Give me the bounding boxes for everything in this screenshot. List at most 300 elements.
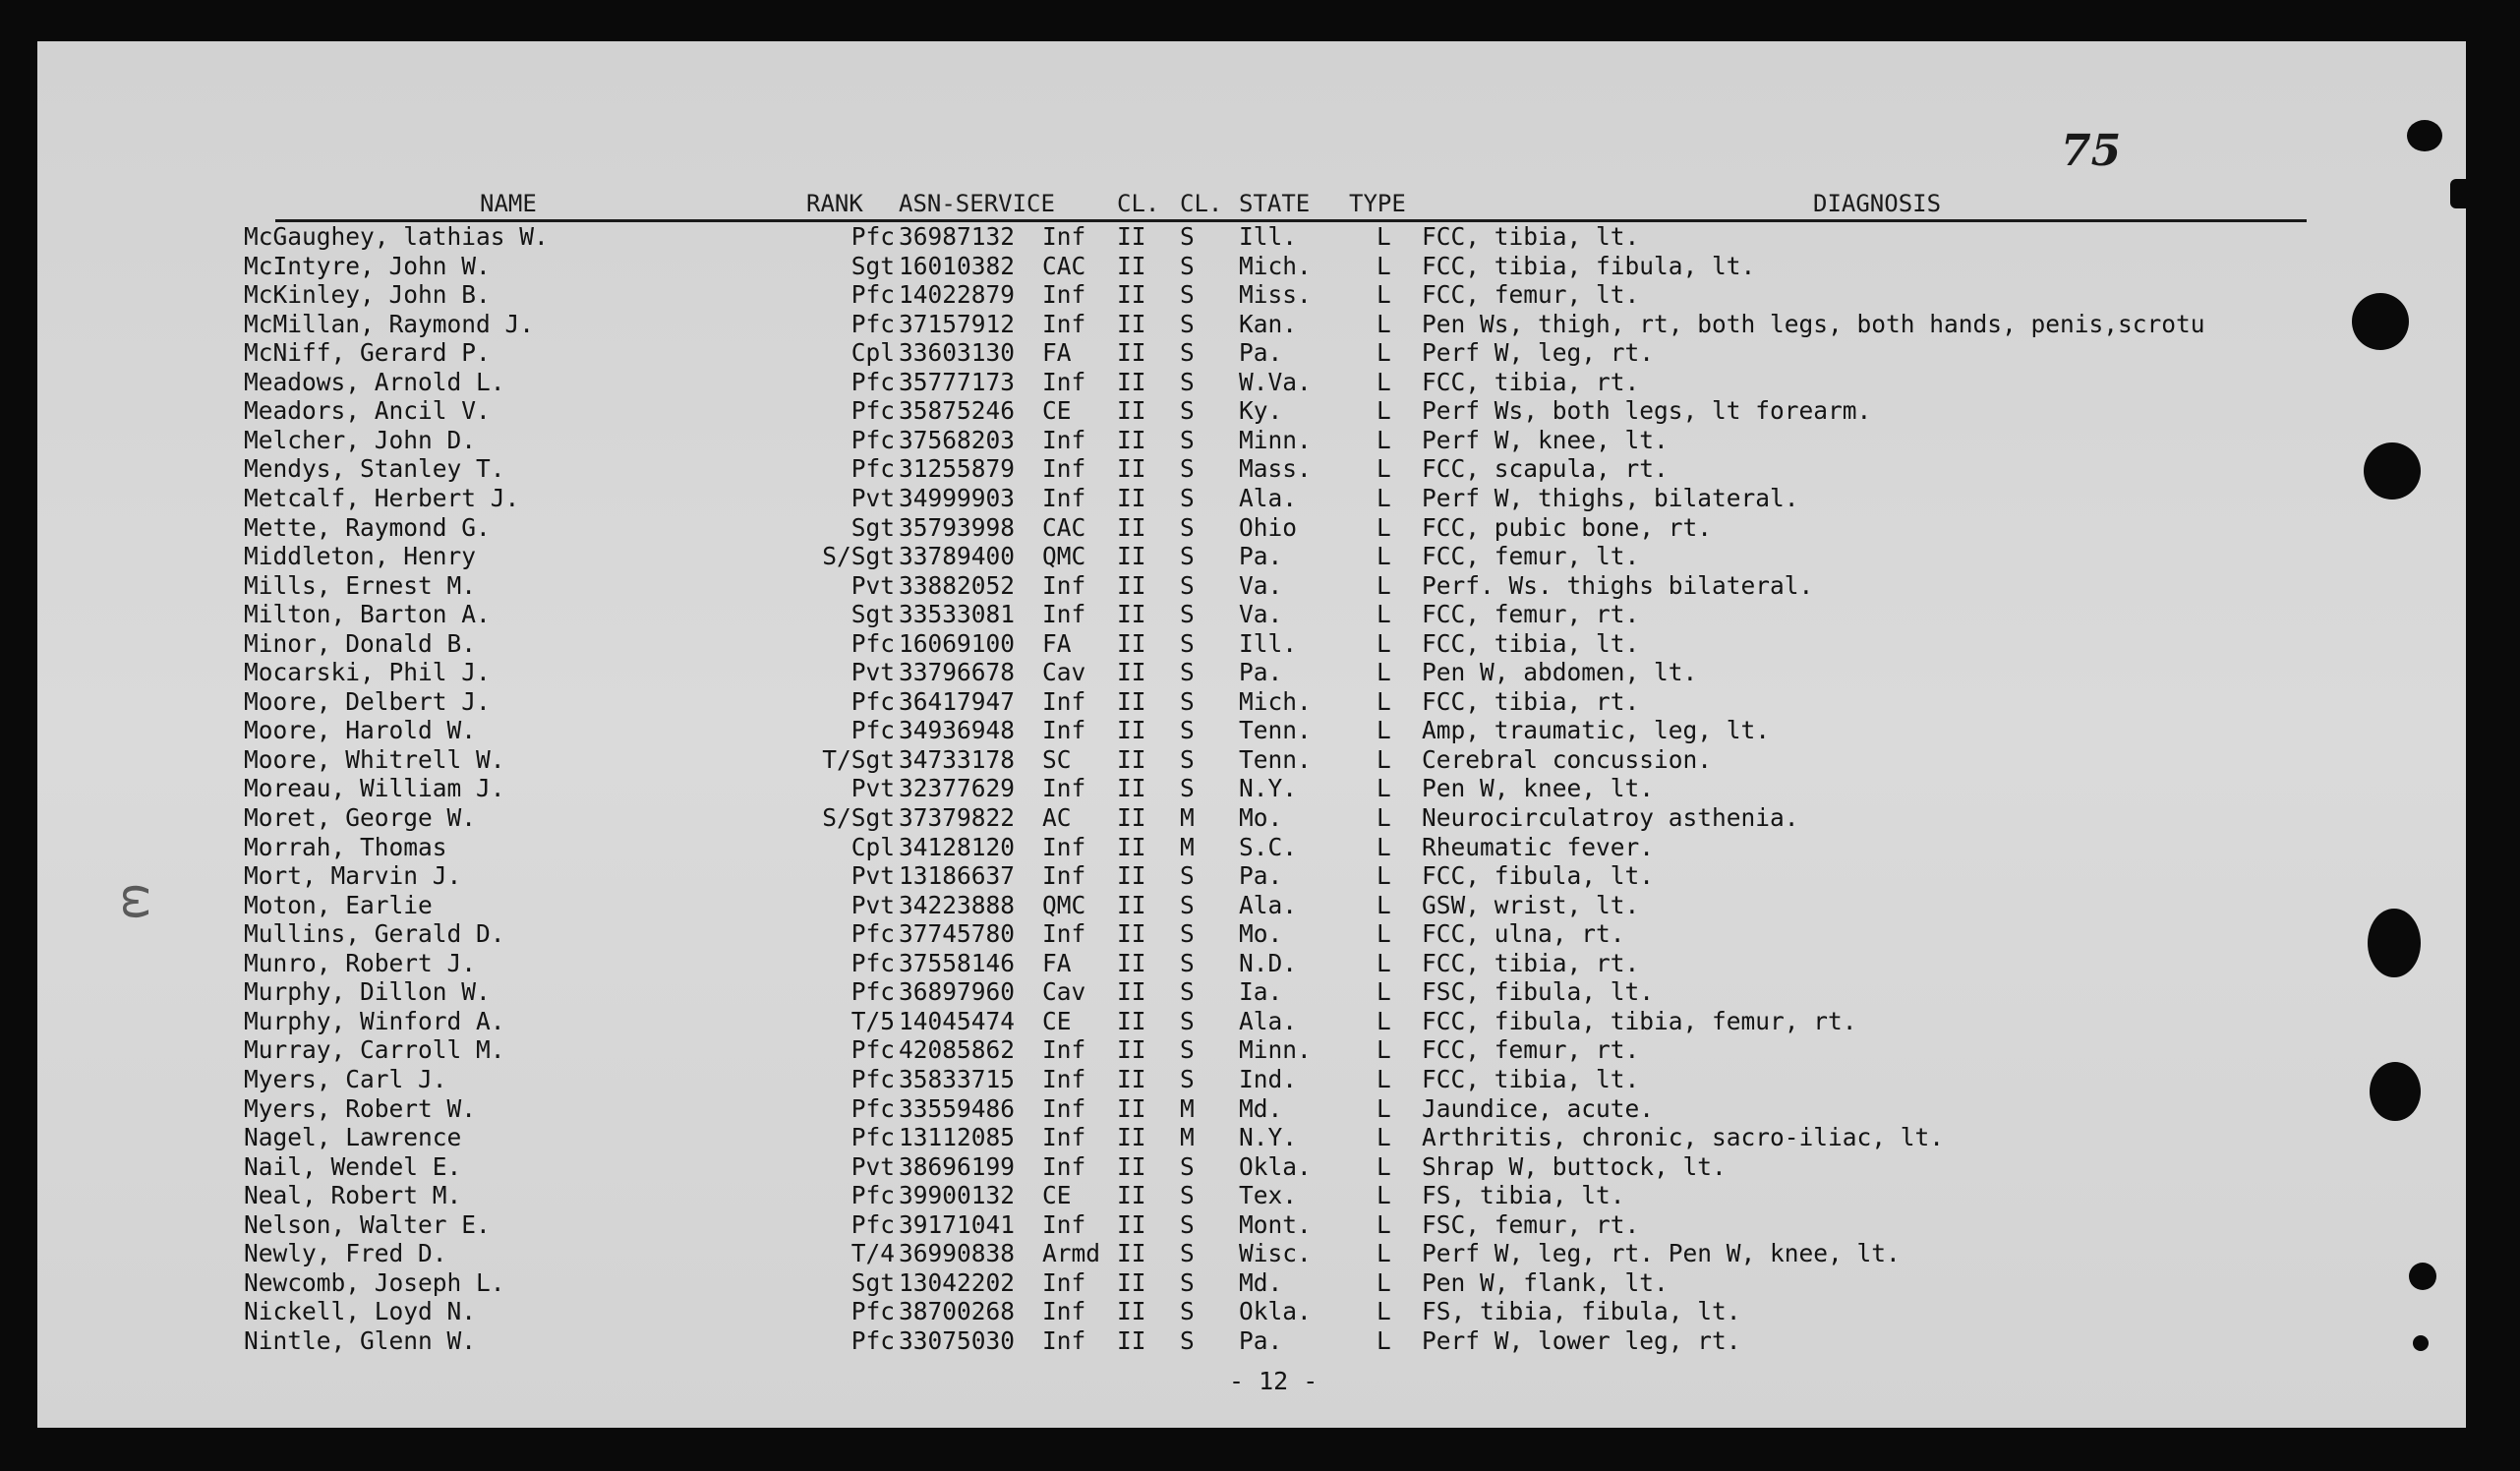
- class1-cell: II: [1117, 977, 1146, 1007]
- state-cell: Ill.: [1239, 222, 1298, 251]
- class2-cell: S: [1180, 1151, 1195, 1181]
- margin-mark: ω: [112, 882, 166, 921]
- asn-cell: 14045474: [899, 1006, 1016, 1035]
- diagnosis-cell: FCC, fibula, lt.: [1422, 861, 1655, 891]
- diagnosis-cell: FCC, scapula, rt.: [1422, 454, 1669, 484]
- table-row: [37, 600, 2466, 629]
- service-cell: CAC: [1042, 251, 1086, 280]
- rank-cell: Pfc: [850, 628, 895, 658]
- name-cell: Moore, Whitrell W.: [244, 744, 505, 774]
- name-cell: Moore, Harold W.: [244, 716, 477, 745]
- diagnosis-cell: FCC, tibia, fibula, lt.: [1422, 251, 1756, 280]
- type-cell: L: [1377, 396, 1391, 426]
- binder-hole: [2407, 120, 2442, 151]
- class2-cell: S: [1180, 948, 1195, 977]
- service-cell: Inf: [1042, 1035, 1086, 1065]
- rank-cell: Cpl: [850, 338, 895, 368]
- name-cell: Mills, Ernest M.: [244, 570, 477, 600]
- class2-cell: S: [1180, 1209, 1195, 1239]
- service-cell: Inf: [1042, 1093, 1086, 1123]
- class1-cell: II: [1117, 425, 1146, 454]
- asn-cell: 34128120: [899, 832, 1016, 861]
- name-cell: Mocarski, Phil J.: [244, 658, 491, 687]
- class1-cell: II: [1117, 628, 1146, 658]
- state-cell: Minn.: [1239, 1035, 1312, 1065]
- class1-cell: II: [1117, 367, 1146, 396]
- state-cell: Md.: [1239, 1093, 1283, 1123]
- state-cell: Ia.: [1239, 977, 1283, 1007]
- name-cell: Neal, Robert M.: [244, 1181, 462, 1210]
- binder-tab: [2450, 179, 2480, 208]
- service-cell: Inf: [1042, 919, 1086, 949]
- type-cell: L: [1377, 1325, 1391, 1355]
- service-cell: Inf: [1042, 1123, 1086, 1152]
- diagnosis-cell: Cerebral concussion.: [1422, 744, 1713, 774]
- service-cell: FA: [1042, 628, 1072, 658]
- service-cell: Inf: [1042, 1209, 1086, 1239]
- service-cell: Inf: [1042, 367, 1086, 396]
- type-cell: L: [1377, 861, 1391, 891]
- table-row: [37, 1210, 2466, 1240]
- state-cell: Pa.: [1239, 861, 1283, 891]
- state-cell: Md.: [1239, 1267, 1283, 1297]
- class1-cell: II: [1117, 1239, 1146, 1268]
- name-cell: Nagel, Lawrence: [244, 1123, 462, 1152]
- service-cell: Inf: [1042, 309, 1086, 338]
- table-row: [37, 629, 2466, 659]
- class2-cell: S: [1180, 1325, 1195, 1355]
- header-name: NAME: [480, 190, 537, 217]
- class2-cell: S: [1180, 1181, 1195, 1210]
- rank-cell: Pvt: [850, 890, 895, 919]
- diagnosis-cell: Perf Ws, both legs, lt forearm.: [1422, 396, 1872, 426]
- service-cell: Inf: [1042, 425, 1086, 454]
- table-row: [37, 1268, 2466, 1298]
- class2-cell: S: [1180, 686, 1195, 716]
- table-row: [37, 252, 2466, 281]
- type-cell: L: [1377, 570, 1391, 600]
- binder-hole: [2370, 1062, 2421, 1121]
- table-row: [37, 774, 2466, 803]
- class2-cell: S: [1180, 542, 1195, 571]
- name-cell: Murray, Carroll M.: [244, 1035, 505, 1065]
- rank-cell: Pfc: [850, 454, 895, 484]
- class1-cell: II: [1117, 948, 1146, 977]
- class1-cell: II: [1117, 1064, 1146, 1093]
- type-cell: L: [1377, 803, 1391, 832]
- class2-cell: S: [1180, 483, 1195, 512]
- class1-cell: II: [1117, 774, 1146, 803]
- asn-cell: 42085862: [899, 1035, 1016, 1065]
- class1-cell: II: [1117, 744, 1146, 774]
- class1-cell: II: [1117, 658, 1146, 687]
- state-cell: Ill.: [1239, 628, 1298, 658]
- diagnosis-cell: Perf W, leg, rt. Pen W, knee, lt.: [1422, 1239, 1901, 1268]
- type-cell: L: [1377, 1123, 1391, 1152]
- diagnosis-cell: Pen Ws, thigh, rt, both legs, both hands, penis,scrotu: [1422, 309, 2205, 338]
- diagnosis-cell: FCC, femur, lt.: [1422, 280, 1640, 310]
- rank-cell: Pvt: [850, 570, 895, 600]
- table-row: [37, 1065, 2466, 1094]
- rank-cell: Pfc: [850, 716, 895, 745]
- rank-cell: Pfc: [850, 1123, 895, 1152]
- service-cell: Inf: [1042, 716, 1086, 745]
- state-cell: Mich.: [1239, 251, 1312, 280]
- binder-hole: [2409, 1263, 2436, 1290]
- type-cell: L: [1377, 1239, 1391, 1268]
- type-cell: L: [1377, 483, 1391, 512]
- class2-cell: S: [1180, 1297, 1195, 1326]
- asn-cell: 37558146: [899, 948, 1016, 977]
- name-cell: Minor, Donald B.: [244, 628, 477, 658]
- asn-cell: 33075030: [899, 1325, 1016, 1355]
- diagnosis-cell: Perf W, leg, rt.: [1422, 338, 1655, 368]
- asn-cell: 34936948: [899, 716, 1016, 745]
- table-row: [37, 1326, 2466, 1356]
- rank-cell: Sgt: [850, 1267, 895, 1297]
- class2-cell: S: [1180, 1239, 1195, 1268]
- rank-cell: Pfc: [850, 309, 895, 338]
- binder-hole: [2413, 1335, 2429, 1351]
- asn-cell: 35875246: [899, 396, 1016, 426]
- asn-cell: 36897960: [899, 977, 1016, 1007]
- name-cell: Melcher, John D.: [244, 425, 477, 454]
- type-cell: L: [1377, 542, 1391, 571]
- type-cell: L: [1377, 686, 1391, 716]
- name-cell: Myers, Robert W.: [244, 1093, 477, 1123]
- class1-cell: II: [1117, 280, 1146, 310]
- table-row: [37, 1181, 2466, 1210]
- service-cell: Inf: [1042, 483, 1086, 512]
- state-cell: Ohio: [1239, 512, 1298, 542]
- state-cell: Va.: [1239, 600, 1283, 629]
- diagnosis-cell: FCC, pubic bone, rt.: [1422, 512, 1713, 542]
- name-cell: Moore, Delbert J.: [244, 686, 491, 716]
- state-cell: Mich.: [1239, 686, 1312, 716]
- service-cell: Inf: [1042, 861, 1086, 891]
- type-cell: L: [1377, 948, 1391, 977]
- class1-cell: II: [1117, 512, 1146, 542]
- diagnosis-cell: FCC, tibia, rt.: [1422, 686, 1640, 716]
- class1-cell: II: [1117, 1093, 1146, 1123]
- class2-cell: S: [1180, 1006, 1195, 1035]
- class2-cell: S: [1180, 512, 1195, 542]
- rank-cell: Pvt: [850, 1151, 895, 1181]
- rank-cell: Pfc: [850, 1325, 895, 1355]
- state-cell: N.Y.: [1239, 774, 1298, 803]
- type-cell: L: [1377, 1209, 1391, 1239]
- header-cl1: CL.: [1117, 190, 1160, 217]
- diagnosis-cell: Amp, traumatic, leg, lt.: [1422, 716, 1771, 745]
- class2-cell: S: [1180, 396, 1195, 426]
- diagnosis-cell: FSC, fibula, lt.: [1422, 977, 1655, 1007]
- state-cell: Pa.: [1239, 1325, 1283, 1355]
- class1-cell: II: [1117, 1035, 1146, 1065]
- table-row: [37, 833, 2466, 862]
- state-cell: Ala.: [1239, 890, 1298, 919]
- class1-cell: II: [1117, 251, 1146, 280]
- page-number: 75: [2061, 126, 2122, 176]
- rank-cell: T/5: [850, 1006, 895, 1035]
- service-cell: Inf: [1042, 1151, 1086, 1181]
- asn-cell: 39171041: [899, 1209, 1016, 1239]
- rank-cell: Pvt: [850, 774, 895, 803]
- rank-cell: Sgt: [850, 600, 895, 629]
- diagnosis-cell: FCC, femur, rt.: [1422, 1035, 1640, 1065]
- class1-cell: II: [1117, 309, 1146, 338]
- name-cell: Moton, Earlie: [244, 890, 433, 919]
- service-cell: Inf: [1042, 280, 1086, 310]
- service-cell: QMC: [1042, 890, 1086, 919]
- diagnosis-cell: FCC, tibia, lt.: [1422, 222, 1640, 251]
- diagnosis-cell: Perf W, thighs, bilateral.: [1422, 483, 1799, 512]
- binder-hole: [2364, 442, 2421, 500]
- name-cell: Meadors, Ancil V.: [244, 396, 491, 426]
- name-cell: Morrah, Thomas: [244, 832, 447, 861]
- asn-cell: 37379822: [899, 803, 1016, 832]
- class1-cell: II: [1117, 1123, 1146, 1152]
- diagnosis-cell: Neurocirculatroy asthenia.: [1422, 803, 1799, 832]
- diagnosis-cell: Arthritis, chronic, sacro-iliac, lt.: [1422, 1123, 1945, 1152]
- diagnosis-cell: FS, tibia, fibula, lt.: [1422, 1297, 1741, 1326]
- state-cell: Tex.: [1239, 1181, 1298, 1210]
- name-cell: Middleton, Henry: [244, 542, 477, 571]
- type-cell: L: [1377, 716, 1391, 745]
- state-cell: Wisc.: [1239, 1239, 1312, 1268]
- type-cell: L: [1377, 1093, 1391, 1123]
- state-cell: N.Y.: [1239, 1123, 1298, 1152]
- class2-cell: S: [1180, 280, 1195, 310]
- table-row: [37, 977, 2466, 1007]
- asn-cell: 35793998: [899, 512, 1016, 542]
- name-cell: McKinley, John B.: [244, 280, 491, 310]
- class1-cell: II: [1117, 454, 1146, 484]
- table-row: [37, 919, 2466, 949]
- class1-cell: II: [1117, 1325, 1146, 1355]
- binder-hole: [2368, 909, 2421, 977]
- type-cell: L: [1377, 832, 1391, 861]
- rank-cell: Pvt: [850, 483, 895, 512]
- rank-cell: Pfc: [850, 1035, 895, 1065]
- asn-cell: 38696199: [899, 1151, 1016, 1181]
- rank-cell: S/Sgt: [822, 803, 895, 832]
- service-cell: Inf: [1042, 222, 1086, 251]
- diagnosis-cell: FCC, fibula, tibia, femur, rt.: [1422, 1006, 1857, 1035]
- service-cell: Inf: [1042, 1297, 1086, 1326]
- rank-cell: Cpl: [850, 832, 895, 861]
- class2-cell: S: [1180, 1064, 1195, 1093]
- asn-cell: 36987132: [899, 222, 1016, 251]
- name-cell: McGaughey, lathias W.: [244, 222, 549, 251]
- name-cell: Nintle, Glenn W.: [244, 1325, 477, 1355]
- name-cell: McMillan, Raymond J.: [244, 309, 535, 338]
- name-cell: Murphy, Dillon W.: [244, 977, 491, 1007]
- service-cell: Inf: [1042, 570, 1086, 600]
- service-cell: Armd: [1042, 1239, 1101, 1268]
- table-row: [37, 571, 2466, 601]
- rank-cell: T/Sgt: [822, 744, 895, 774]
- table-row: [37, 484, 2466, 513]
- service-cell: Inf: [1042, 1064, 1086, 1093]
- service-cell: Inf: [1042, 1325, 1086, 1355]
- name-cell: McNiff, Gerard P.: [244, 338, 491, 368]
- name-cell: Myers, Carl J.: [244, 1064, 447, 1093]
- class2-cell: S: [1180, 600, 1195, 629]
- header-type: TYPE: [1349, 190, 1406, 217]
- table-row: [37, 1297, 2466, 1326]
- name-cell: Nail, Wendel E.: [244, 1151, 462, 1181]
- type-cell: L: [1377, 628, 1391, 658]
- rank-cell: Pfc: [850, 425, 895, 454]
- service-cell: FA: [1042, 948, 1072, 977]
- diagnosis-cell: FCC, tibia, rt.: [1422, 367, 1640, 396]
- type-cell: L: [1377, 1035, 1391, 1065]
- type-cell: L: [1377, 309, 1391, 338]
- diagnosis-cell: Jaundice, acute.: [1422, 1093, 1655, 1123]
- asn-cell: 33559486: [899, 1093, 1016, 1123]
- diagnosis-cell: Pen W, flank, lt.: [1422, 1267, 1669, 1297]
- document-page: [37, 41, 2466, 1428]
- state-cell: Minn.: [1239, 425, 1312, 454]
- type-cell: L: [1377, 425, 1391, 454]
- table-row: [37, 396, 2466, 426]
- asn-cell: 32377629: [899, 774, 1016, 803]
- service-cell: Inf: [1042, 686, 1086, 716]
- class2-cell: S: [1180, 628, 1195, 658]
- asn-cell: 13112085: [899, 1123, 1016, 1152]
- class1-cell: II: [1117, 686, 1146, 716]
- class2-cell: S: [1180, 338, 1195, 368]
- service-cell: Inf: [1042, 774, 1086, 803]
- service-cell: SC: [1042, 744, 1072, 774]
- state-cell: Pa.: [1239, 658, 1283, 687]
- state-cell: Ala.: [1239, 483, 1298, 512]
- table-row: [37, 803, 2466, 833]
- diagnosis-cell: Shrap W, buttock, lt.: [1422, 1151, 1727, 1181]
- state-cell: Tenn.: [1239, 744, 1312, 774]
- diagnosis-cell: Perf W, knee, lt.: [1422, 425, 1669, 454]
- diagnosis-cell: FCC, tibia, rt.: [1422, 948, 1640, 977]
- class1-cell: II: [1117, 483, 1146, 512]
- class2-cell: S: [1180, 309, 1195, 338]
- name-cell: Moret, George W.: [244, 803, 477, 832]
- rank-cell: Pfc: [850, 1297, 895, 1326]
- class2-cell: S: [1180, 570, 1195, 600]
- table-row: [37, 1239, 2466, 1268]
- state-cell: Okla.: [1239, 1297, 1312, 1326]
- rank-cell: S/Sgt: [822, 542, 895, 571]
- type-cell: L: [1377, 222, 1391, 251]
- class1-cell: II: [1117, 861, 1146, 891]
- table-row: [37, 1035, 2466, 1065]
- table-row: [37, 658, 2466, 687]
- asn-cell: 33796678: [899, 658, 1016, 687]
- service-cell: QMC: [1042, 542, 1086, 571]
- table-row: [37, 861, 2466, 891]
- type-cell: L: [1377, 367, 1391, 396]
- diagnosis-cell: Pen W, abdomen, lt.: [1422, 658, 1698, 687]
- table-row: [37, 368, 2466, 397]
- table-row: [37, 280, 2466, 310]
- asn-cell: 36990838: [899, 1239, 1016, 1268]
- rank-cell: Pvt: [850, 658, 895, 687]
- asn-cell: 35777173: [899, 367, 1016, 396]
- type-cell: L: [1377, 774, 1391, 803]
- asn-cell: 34733178: [899, 744, 1016, 774]
- class1-cell: II: [1117, 570, 1146, 600]
- diagnosis-cell: FCC, femur, rt.: [1422, 600, 1640, 629]
- type-cell: L: [1377, 658, 1391, 687]
- rank-cell: Pfc: [850, 222, 895, 251]
- diagnosis-cell: FCC, femur, lt.: [1422, 542, 1640, 571]
- diagnosis-cell: FCC, tibia, lt.: [1422, 628, 1640, 658]
- rank-cell: Pfc: [850, 280, 895, 310]
- class2-cell: S: [1180, 890, 1195, 919]
- table-row: [37, 454, 2466, 484]
- name-cell: Metcalf, Herbert J.: [244, 483, 520, 512]
- state-cell: Tenn.: [1239, 716, 1312, 745]
- type-cell: L: [1377, 1006, 1391, 1035]
- asn-cell: 13042202: [899, 1267, 1016, 1297]
- name-cell: Mullins, Gerald D.: [244, 919, 505, 949]
- state-cell: Ind.: [1239, 1064, 1298, 1093]
- type-cell: L: [1377, 1151, 1391, 1181]
- name-cell: Mette, Raymond G.: [244, 512, 491, 542]
- class1-cell: II: [1117, 1181, 1146, 1210]
- service-cell: Cav: [1042, 977, 1086, 1007]
- class1-cell: II: [1117, 890, 1146, 919]
- name-cell: Meadows, Arnold L.: [244, 367, 505, 396]
- class1-cell: II: [1117, 600, 1146, 629]
- table-row: [37, 1007, 2466, 1036]
- type-cell: L: [1377, 1181, 1391, 1210]
- class2-cell: M: [1180, 1123, 1195, 1152]
- header-state: STATE: [1239, 190, 1311, 217]
- class2-cell: S: [1180, 658, 1195, 687]
- type-cell: L: [1377, 890, 1391, 919]
- type-cell: L: [1377, 280, 1391, 310]
- diagnosis-cell: Perf W, lower leg, rt.: [1422, 1325, 1741, 1355]
- diagnosis-cell: GSW, wrist, lt.: [1422, 890, 1640, 919]
- table-row: [37, 891, 2466, 920]
- type-cell: L: [1377, 338, 1391, 368]
- rank-cell: Pfc: [850, 367, 895, 396]
- class1-cell: II: [1117, 1006, 1146, 1035]
- state-cell: Ky.: [1239, 396, 1283, 426]
- asn-cell: 14022879: [899, 280, 1016, 310]
- rank-cell: Pfc: [850, 1064, 895, 1093]
- class1-cell: II: [1117, 716, 1146, 745]
- type-cell: L: [1377, 919, 1391, 949]
- rank-cell: Sgt: [850, 512, 895, 542]
- table-row: [37, 338, 2466, 368]
- asn-cell: 16069100: [899, 628, 1016, 658]
- service-cell: Inf: [1042, 454, 1086, 484]
- class2-cell: S: [1180, 774, 1195, 803]
- binder-hole: [2352, 293, 2409, 350]
- name-cell: Nelson, Walter E.: [244, 1209, 491, 1239]
- state-cell: Kan.: [1239, 309, 1298, 338]
- asn-cell: 37745780: [899, 919, 1016, 949]
- state-cell: Miss.: [1239, 280, 1312, 310]
- class1-cell: II: [1117, 1297, 1146, 1326]
- class1-cell: II: [1117, 1267, 1146, 1297]
- table-row: [37, 222, 2466, 252]
- class2-cell: S: [1180, 861, 1195, 891]
- name-cell: Mendys, Stanley T.: [244, 454, 505, 484]
- service-cell: Inf: [1042, 1267, 1086, 1297]
- class1-cell: II: [1117, 396, 1146, 426]
